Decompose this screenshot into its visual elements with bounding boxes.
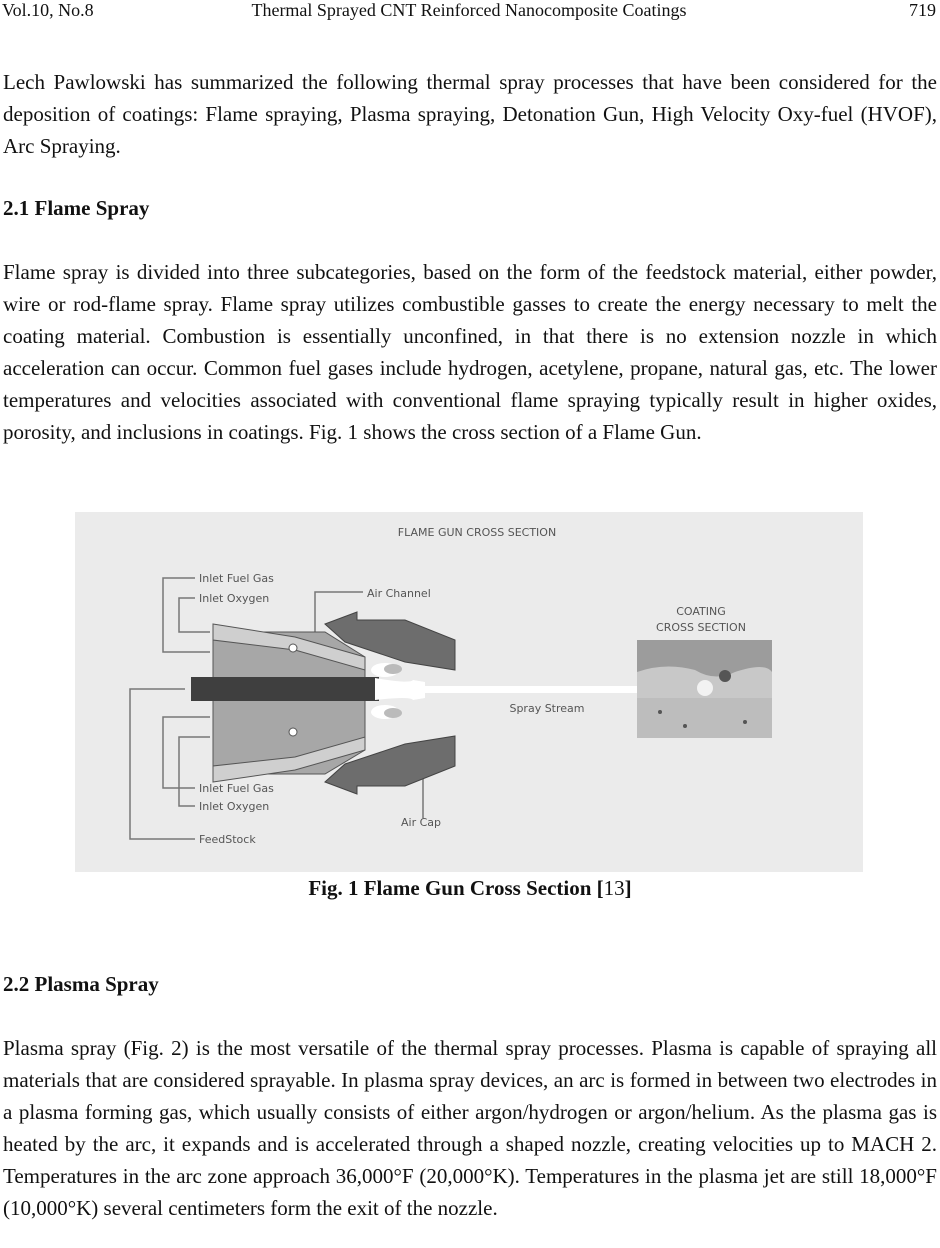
label-inlet-fuel-gas-top: Inlet Fuel Gas <box>199 572 274 585</box>
section-heading-flame-spray: 2.1 Flame Spray <box>3 196 150 220</box>
feedstock-rod <box>191 677 379 701</box>
page-number: 719 <box>909 0 936 20</box>
section-heading-plasma-spray: 2.2 Plasma Spray <box>3 972 159 996</box>
label-inlet-fuel-gas-bottom: Inlet Fuel Gas <box>199 782 274 795</box>
label-feedstock: FeedStock <box>199 833 256 846</box>
flame-gun-diagram <box>75 512 863 872</box>
flame-tip <box>375 678 425 700</box>
label-air-channel: Air Channel <box>367 587 431 600</box>
caption-end: ] <box>624 876 632 900</box>
journal-volume: Vol.10, No.8 <box>2 0 94 20</box>
coating-sample <box>637 640 772 738</box>
flame-spray-paragraph: Flame spray is divided into three subcategories, based on the form of the feedstock material, either powder, wire or rod-flame spray. Flame spray utilizes combustible gasses to create the energy necessary to melt the coating material. Combustion is essentially unconfined, in that there is no extension nozzle in which acceleration can occur. Common fuel gases include hydrogen, acetylene, propane, natural gas, etc. The lower temperatures and velocities associated with conventional flame spraying typically result in higher oxides, porosity, and inclusions in coatings. Fig. 1 shows the cross section of a Flame Gun. <box>3 260 937 444</box>
label-inlet-oxygen-bottom: Inlet Oxygen <box>199 800 270 813</box>
running-header <box>2 0 936 24</box>
label-air-cap: Air Cap <box>401 816 442 829</box>
caption-reference: 13 <box>603 876 625 900</box>
figure-title: FLAME GUN CROSS SECTION <box>397 526 557 539</box>
running-title: Thermal Sprayed CNT Reinforced Nanocomposite Coatings <box>251 0 687 20</box>
plasma-spray-paragraph: Plasma spray (Fig. 2) is the most versatile of the thermal spray processes. Plasma is capable of spraying all materials that are considered sprayable. In plasma spray devices, an arc is formed in between two electrodes in a plasma forming gas, which usually consists of either argon/hydrogen or argon/helium. As the plasma gas is heated by the arc, it expands and is accelerated through a shaped nozzle, creating velocities up to MACH 2. Temperatures in the arc zone approach 36,000°F (20,000°K). Temperatures in the plasma jet are still 18,000°F (10,000°K) several centimeters form the exit of the nozzle. <box>3 1036 937 1220</box>
label-spray-stream: Spray Stream <box>509 702 585 715</box>
intro-paragraph: Lech Pawlowski has summarized the following thermal spray processes that have been considered for the deposition of coatings: Flame spraying, Plasma spraying, Detonation Gun, High Velocity Oxy-fuel (HVOF), Arc Spraying. <box>3 70 937 158</box>
flame-gun-figure <box>75 512 863 872</box>
label-coating-line2: CROSS SECTION <box>656 621 746 634</box>
label-inlet-oxygen-top: Inlet Oxygen <box>199 592 270 605</box>
gun-body <box>213 612 455 794</box>
figure-caption <box>0 876 940 901</box>
label-coating-line1: COATING <box>676 605 726 618</box>
caption-text: Fig. 1 Flame Gun Cross Section [ <box>308 876 604 900</box>
